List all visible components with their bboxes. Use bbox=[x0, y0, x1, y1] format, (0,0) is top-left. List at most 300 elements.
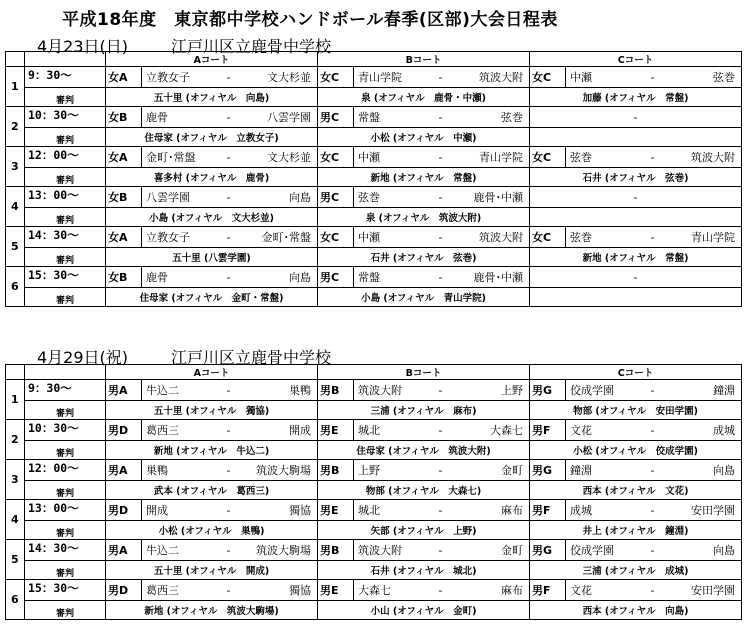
time-slot bbox=[25, 500, 106, 521]
referee-row bbox=[6, 288, 742, 307]
referee-assignment: 加藤 (オフィヤル 常盤) bbox=[530, 88, 742, 107]
time-slot bbox=[25, 380, 106, 401]
group-label: 男F bbox=[530, 420, 566, 440]
team-away: 八雲学園 bbox=[267, 111, 311, 124]
match-teams bbox=[530, 540, 741, 560]
group-label: 男D bbox=[106, 500, 142, 520]
team-home: 牛込二 bbox=[146, 384, 179, 397]
referee-assignment: 物部 (オフィヤル 安田学園) bbox=[530, 401, 742, 420]
time-label: 14：30～ bbox=[28, 228, 79, 242]
court-header-row bbox=[6, 52, 742, 67]
round-number: 3 bbox=[6, 147, 25, 187]
group-label: 男C bbox=[318, 187, 354, 207]
team-home: 八雲学園 bbox=[146, 191, 190, 204]
team-away: 安田学園 bbox=[691, 584, 735, 597]
team-away: 鹿骨･中瀬 bbox=[473, 191, 523, 204]
team-away: 金町 bbox=[501, 544, 523, 557]
match-cell bbox=[318, 227, 530, 248]
referee-assignment: 石井 (オフィヤル 弦巻) bbox=[318, 248, 530, 267]
referee-label: 審判 bbox=[25, 128, 106, 147]
empty-slot: - bbox=[633, 190, 638, 204]
team-home: 鐘淵 bbox=[570, 464, 592, 477]
referee-assignment: 小山 (オフィヤル 金町) bbox=[318, 601, 530, 620]
day1-venue: 江戸川区立鹿骨中学校 bbox=[171, 37, 332, 56]
match-teams bbox=[106, 580, 317, 600]
team-home: 常盤 bbox=[358, 271, 380, 284]
group-label: 男C bbox=[318, 267, 354, 287]
match-teams bbox=[106, 187, 317, 207]
match-cell bbox=[530, 67, 742, 88]
referee-label: 審判 bbox=[25, 521, 106, 540]
versus-dash: - bbox=[226, 270, 231, 284]
group-label: 女C bbox=[318, 147, 354, 167]
versus-dash: - bbox=[438, 150, 443, 164]
group-label: 女C bbox=[530, 147, 566, 167]
referee-row bbox=[6, 128, 742, 147]
match-cell bbox=[318, 540, 530, 561]
referee-assignment: 西本 (オフィヤル 文花) bbox=[530, 481, 742, 500]
referee-row bbox=[6, 168, 742, 187]
group-label: 男D bbox=[106, 420, 142, 440]
match-teams bbox=[530, 500, 741, 520]
time-label: 15：30～ bbox=[28, 581, 79, 595]
match-row bbox=[6, 67, 742, 88]
match-cell bbox=[106, 500, 318, 521]
match-teams bbox=[318, 67, 529, 87]
versus-dash: - bbox=[650, 423, 655, 437]
team-away: 筑波大附 bbox=[691, 151, 735, 164]
day2-date: 4月29日(祝) bbox=[37, 348, 129, 367]
versus-dash: - bbox=[650, 463, 655, 477]
match-cell bbox=[530, 460, 742, 481]
referee-assignment: 五十里 (オフィヤル 開成) bbox=[106, 561, 318, 580]
match-row bbox=[6, 580, 742, 601]
group-label: 男E bbox=[318, 420, 354, 440]
group-label: 男D bbox=[106, 580, 142, 600]
match-cell bbox=[530, 187, 742, 208]
referee-assignment: 小島 (オフィヤル 青山学院) bbox=[318, 288, 530, 307]
team-away: 青山学院 bbox=[479, 151, 523, 164]
time-slot bbox=[25, 187, 106, 208]
referee-label: 審判 bbox=[25, 601, 106, 620]
versus-dash: - bbox=[226, 583, 231, 597]
match-row bbox=[6, 267, 742, 288]
referee-row bbox=[6, 561, 742, 580]
referee-label: 審判 bbox=[25, 208, 106, 227]
versus-dash: - bbox=[226, 110, 231, 124]
team-home: 中瀬 bbox=[358, 231, 380, 244]
time-slot bbox=[25, 540, 106, 561]
match-teams bbox=[318, 460, 529, 480]
match-cell bbox=[106, 267, 318, 288]
match-teams bbox=[106, 460, 317, 480]
referee-assignment bbox=[530, 128, 742, 147]
match-cell bbox=[318, 460, 530, 481]
group-label: 男F bbox=[530, 500, 566, 520]
match-cell bbox=[318, 187, 530, 208]
match-cell bbox=[106, 540, 318, 561]
court-header-row bbox=[6, 365, 742, 380]
team-away: 獨協 bbox=[289, 584, 311, 597]
match-teams bbox=[530, 460, 741, 480]
match-cell bbox=[106, 227, 318, 248]
match-cell bbox=[318, 380, 530, 401]
team-home: 巣鴨 bbox=[146, 464, 168, 477]
time-slot bbox=[25, 420, 106, 441]
versus-dash: - bbox=[438, 270, 443, 284]
page-title: 平成18年度 東京都中学校ハンドボール春季(区部)大会日程表 bbox=[62, 10, 558, 30]
team-home: 文花 bbox=[570, 424, 592, 437]
match-teams bbox=[530, 147, 741, 167]
group-label: 男A bbox=[106, 380, 142, 400]
day1-schedule-table bbox=[5, 51, 742, 307]
court-header: Aコート bbox=[106, 52, 318, 67]
team-home: 筑波大附 bbox=[358, 544, 402, 557]
referee-row bbox=[6, 481, 742, 500]
match-cell bbox=[106, 67, 318, 88]
team-away: 向島 bbox=[289, 271, 311, 284]
time-slot bbox=[25, 227, 106, 248]
team-away: 金町 bbox=[501, 464, 523, 477]
match-row bbox=[6, 187, 742, 208]
referee-assignment: 住母家 (オフィヤル 金町・常盤) bbox=[106, 288, 318, 307]
group-label: 女A bbox=[106, 67, 142, 87]
round-number: 1 bbox=[6, 380, 25, 420]
team-home: 中瀬 bbox=[570, 71, 592, 84]
match-cell bbox=[106, 460, 318, 481]
team-away: 筑波大附 bbox=[479, 231, 523, 244]
referee-assignment: 矢部 (オフィヤル 上野) bbox=[318, 521, 530, 540]
match-teams bbox=[318, 187, 529, 207]
match-teams bbox=[106, 267, 317, 287]
referee-assignment: 小松 (オフィヤル 佼成学園) bbox=[530, 441, 742, 460]
team-home: 鹿骨 bbox=[146, 111, 168, 124]
group-label: 男B bbox=[318, 380, 354, 400]
day1-date: 4月23日(日) bbox=[37, 37, 129, 56]
team-away: 安田学園 bbox=[691, 504, 735, 517]
time-label: 10：30～ bbox=[28, 108, 79, 122]
time-slot bbox=[25, 107, 106, 128]
versus-dash: - bbox=[650, 543, 655, 557]
referee-assignment bbox=[530, 288, 742, 307]
referee-assignment: 石井 (オフィヤル 弦巻) bbox=[530, 168, 742, 187]
referee-assignment: 住母家 (オフィヤル 筑波大附) bbox=[318, 441, 530, 460]
team-home: 筑波大附 bbox=[358, 384, 402, 397]
versus-dash: - bbox=[650, 70, 655, 84]
match-teams bbox=[106, 67, 317, 87]
team-away: 麻布 bbox=[501, 504, 523, 517]
round-number: 3 bbox=[6, 460, 25, 500]
team-home: 上野 bbox=[358, 464, 380, 477]
group-label: 女C bbox=[530, 227, 566, 247]
group-label: 女B bbox=[106, 187, 142, 207]
team-home: 中瀬 bbox=[358, 151, 380, 164]
referee-assignment: 小島 (オフィヤル 文大杉並) bbox=[106, 208, 318, 227]
versus-dash: - bbox=[226, 543, 231, 557]
team-home: 立教女子 bbox=[146, 71, 190, 84]
team-home: 弦巻 bbox=[570, 151, 592, 164]
referee-assignment: 五十里 (オフィヤル 向島) bbox=[106, 88, 318, 107]
team-away: 筑波大駒場 bbox=[256, 464, 311, 477]
match-cell bbox=[318, 267, 530, 288]
match-cell bbox=[530, 580, 742, 601]
team-home: 大森七 bbox=[358, 584, 391, 597]
match-teams bbox=[530, 580, 741, 600]
referee-assignment: 新地 (オフィヤル 牛込二) bbox=[106, 441, 318, 460]
match-cell bbox=[106, 420, 318, 441]
match-teams bbox=[530, 67, 741, 87]
referee-label: 審判 bbox=[25, 481, 106, 500]
team-home: 葛西三 bbox=[146, 424, 179, 437]
team-away: 大森七 bbox=[490, 424, 523, 437]
group-label: 男B bbox=[318, 540, 354, 560]
group-label: 男C bbox=[318, 107, 354, 127]
referee-assignment: 物部 (オフィヤル 大森七) bbox=[318, 481, 530, 500]
match-row bbox=[6, 147, 742, 168]
court-header: Aコート bbox=[106, 365, 318, 380]
team-away: 向島 bbox=[713, 544, 735, 557]
versus-dash: - bbox=[438, 383, 443, 397]
versus-dash: - bbox=[438, 110, 443, 124]
referee-row bbox=[6, 88, 742, 107]
time-label: 14：30～ bbox=[28, 541, 79, 555]
match-cell bbox=[318, 67, 530, 88]
time-label: 15：30～ bbox=[28, 268, 79, 282]
match-cell bbox=[530, 420, 742, 441]
versus-dash: - bbox=[438, 423, 443, 437]
referee-label: 審判 bbox=[25, 561, 106, 580]
group-label: 女B bbox=[106, 267, 142, 287]
team-away: 向島 bbox=[289, 191, 311, 204]
team-home: 牛込二 bbox=[146, 544, 179, 557]
group-label: 女A bbox=[106, 147, 142, 167]
group-label: 男A bbox=[106, 540, 142, 560]
referee-label: 審判 bbox=[25, 248, 106, 267]
team-away: 弦巻 bbox=[501, 111, 523, 124]
match-cell bbox=[318, 420, 530, 441]
match-cell bbox=[530, 500, 742, 521]
versus-dash: - bbox=[226, 190, 231, 204]
court-header: Cコート bbox=[530, 365, 742, 380]
team-home: 城北 bbox=[358, 424, 380, 437]
match-teams bbox=[318, 500, 529, 520]
match-teams bbox=[530, 227, 741, 247]
time-label: 12：00～ bbox=[28, 461, 79, 475]
team-away: 金町･常盤 bbox=[261, 231, 311, 244]
day2-venue: 江戸川区立鹿骨中学校 bbox=[171, 348, 332, 367]
team-home: 成城 bbox=[570, 504, 592, 517]
court-header: Cコート bbox=[530, 52, 742, 67]
group-label: 男E bbox=[318, 580, 354, 600]
referee-label: 審判 bbox=[25, 168, 106, 187]
referee-assignment: 三浦 (オフィヤル 成城) bbox=[530, 561, 742, 580]
referee-assignment: 泉 (オフィヤル 鹿骨・中瀬) bbox=[318, 88, 530, 107]
team-away: 筑波大駒場 bbox=[256, 544, 311, 557]
team-away: 鐘淵 bbox=[713, 384, 735, 397]
match-teams bbox=[106, 147, 317, 167]
versus-dash: - bbox=[438, 230, 443, 244]
header-time-cell bbox=[25, 365, 106, 380]
match-teams bbox=[318, 147, 529, 167]
match-row bbox=[6, 500, 742, 521]
match-row bbox=[6, 420, 742, 441]
match-teams bbox=[530, 420, 741, 440]
group-label: 男E bbox=[318, 500, 354, 520]
day2-schedule-table bbox=[5, 364, 742, 620]
round-number: 6 bbox=[6, 267, 25, 307]
group-label: 男G bbox=[530, 460, 566, 480]
referee-row bbox=[6, 521, 742, 540]
group-label: 男B bbox=[318, 460, 354, 480]
match-teams bbox=[106, 107, 317, 127]
group-label: 女C bbox=[318, 227, 354, 247]
team-home: 文花 bbox=[570, 584, 592, 597]
referee-assignment: 新地 (オフィヤル 常盤) bbox=[530, 248, 742, 267]
round-number: 5 bbox=[6, 540, 25, 580]
match-cell bbox=[530, 540, 742, 561]
versus-dash: - bbox=[650, 503, 655, 517]
round-number: 2 bbox=[6, 420, 25, 460]
referee-assignment: 小松 (オフィヤル 中瀬) bbox=[318, 128, 530, 147]
header-num-cell bbox=[6, 52, 25, 67]
versus-dash: - bbox=[226, 503, 231, 517]
referee-row bbox=[6, 208, 742, 227]
referee-assignment: 五十里 (オフィヤル 獨協) bbox=[106, 401, 318, 420]
match-teams bbox=[318, 267, 529, 287]
match-teams bbox=[318, 227, 529, 247]
match-cell bbox=[106, 107, 318, 128]
match-row bbox=[6, 227, 742, 248]
team-away: 鹿骨･中瀬 bbox=[473, 271, 523, 284]
match-teams bbox=[106, 500, 317, 520]
time-label: 13：00～ bbox=[28, 188, 79, 202]
match-cell bbox=[530, 380, 742, 401]
match-cell bbox=[106, 380, 318, 401]
time-slot bbox=[25, 580, 106, 601]
team-away: 麻布 bbox=[501, 584, 523, 597]
team-home: 鹿骨 bbox=[146, 271, 168, 284]
group-label: 女C bbox=[318, 67, 354, 87]
match-teams bbox=[106, 420, 317, 440]
referee-assignment: 住母家 (オフィヤル 立教女子) bbox=[106, 128, 318, 147]
match-cell bbox=[106, 147, 318, 168]
header-num-cell bbox=[6, 365, 25, 380]
team-away: 青山学院 bbox=[691, 231, 735, 244]
round-number: 2 bbox=[6, 107, 25, 147]
team-home: 佼成学園 bbox=[570, 384, 614, 397]
versus-dash: - bbox=[226, 150, 231, 164]
referee-assignment: 喜多村 (オフィヤル 鹿骨) bbox=[106, 168, 318, 187]
referee-label: 審判 bbox=[25, 288, 106, 307]
match-cell bbox=[530, 107, 742, 128]
team-home: 弦巻 bbox=[358, 191, 380, 204]
court-header: Bコート bbox=[318, 365, 530, 380]
versus-dash: - bbox=[226, 70, 231, 84]
group-label: 男A bbox=[106, 460, 142, 480]
round-number: 4 bbox=[6, 187, 25, 227]
match-teams bbox=[318, 580, 529, 600]
group-label: 女B bbox=[106, 107, 142, 127]
referee-assignment: 泉 (オフィヤル 筑波大附) bbox=[318, 208, 530, 227]
team-away: 文大杉並 bbox=[267, 151, 311, 164]
match-cell bbox=[318, 500, 530, 521]
team-away: 弦巻 bbox=[713, 71, 735, 84]
team-away: 文大杉並 bbox=[267, 71, 311, 84]
round-number: 1 bbox=[6, 67, 25, 107]
versus-dash: - bbox=[650, 583, 655, 597]
versus-dash: - bbox=[438, 543, 443, 557]
empty-slot: - bbox=[633, 110, 638, 124]
round-number: 5 bbox=[6, 227, 25, 267]
versus-dash: - bbox=[438, 503, 443, 517]
match-teams bbox=[530, 380, 741, 400]
match-teams bbox=[318, 540, 529, 560]
group-label: 男G bbox=[530, 380, 566, 400]
referee-label: 審判 bbox=[25, 441, 106, 460]
versus-dash: - bbox=[650, 150, 655, 164]
match-row bbox=[6, 107, 742, 128]
referee-assignment: 井上 (オフィヤル 鐘淵) bbox=[530, 521, 742, 540]
match-teams bbox=[318, 107, 529, 127]
time-slot bbox=[25, 460, 106, 481]
match-row bbox=[6, 460, 742, 481]
team-away: 上野 bbox=[501, 384, 523, 397]
match-cell bbox=[530, 227, 742, 248]
team-home: 葛西三 bbox=[146, 584, 179, 597]
time-label: 9：30～ bbox=[28, 381, 72, 395]
referee-row bbox=[6, 401, 742, 420]
versus-dash: - bbox=[438, 583, 443, 597]
versus-dash: - bbox=[226, 463, 231, 477]
match-cell bbox=[106, 580, 318, 601]
referee-row bbox=[6, 441, 742, 460]
team-home: 佼成学園 bbox=[570, 544, 614, 557]
time-slot bbox=[25, 267, 106, 288]
versus-dash: - bbox=[226, 423, 231, 437]
referee-assignment: 石井 (オフィヤル 城北) bbox=[318, 561, 530, 580]
court-header: Bコート bbox=[318, 52, 530, 67]
time-label: 9：30～ bbox=[28, 68, 72, 82]
referee-label: 審判 bbox=[25, 88, 106, 107]
team-home: 立教女子 bbox=[146, 231, 190, 244]
match-cell bbox=[318, 580, 530, 601]
time-slot bbox=[25, 147, 106, 168]
group-label: 男G bbox=[530, 540, 566, 560]
team-home: 開成 bbox=[146, 504, 168, 517]
referee-assignment: 新地 (オフィヤル 常盤) bbox=[318, 168, 530, 187]
team-away: 巣鴨 bbox=[289, 384, 311, 397]
versus-dash: - bbox=[650, 230, 655, 244]
versus-dash: - bbox=[438, 463, 443, 477]
team-home: 常盤 bbox=[358, 111, 380, 124]
referee-assignment bbox=[530, 208, 742, 227]
team-away: 向島 bbox=[713, 464, 735, 477]
match-cell bbox=[318, 107, 530, 128]
referee-assignment: 三浦 (オフィヤル 麻布) bbox=[318, 401, 530, 420]
time-slot bbox=[25, 67, 106, 88]
round-number: 6 bbox=[6, 580, 25, 620]
time-label: 10：30～ bbox=[28, 421, 79, 435]
match-teams bbox=[318, 420, 529, 440]
match-row bbox=[6, 540, 742, 561]
team-home: 金町･常盤 bbox=[146, 151, 196, 164]
team-away: 筑波大附 bbox=[479, 71, 523, 84]
versus-dash: - bbox=[226, 230, 231, 244]
time-label: 12：00～ bbox=[28, 148, 79, 162]
referee-row bbox=[6, 248, 742, 267]
round-number: 4 bbox=[6, 500, 25, 540]
referee-assignment: 小松 (オフィヤル 巣鴨) bbox=[106, 521, 318, 540]
